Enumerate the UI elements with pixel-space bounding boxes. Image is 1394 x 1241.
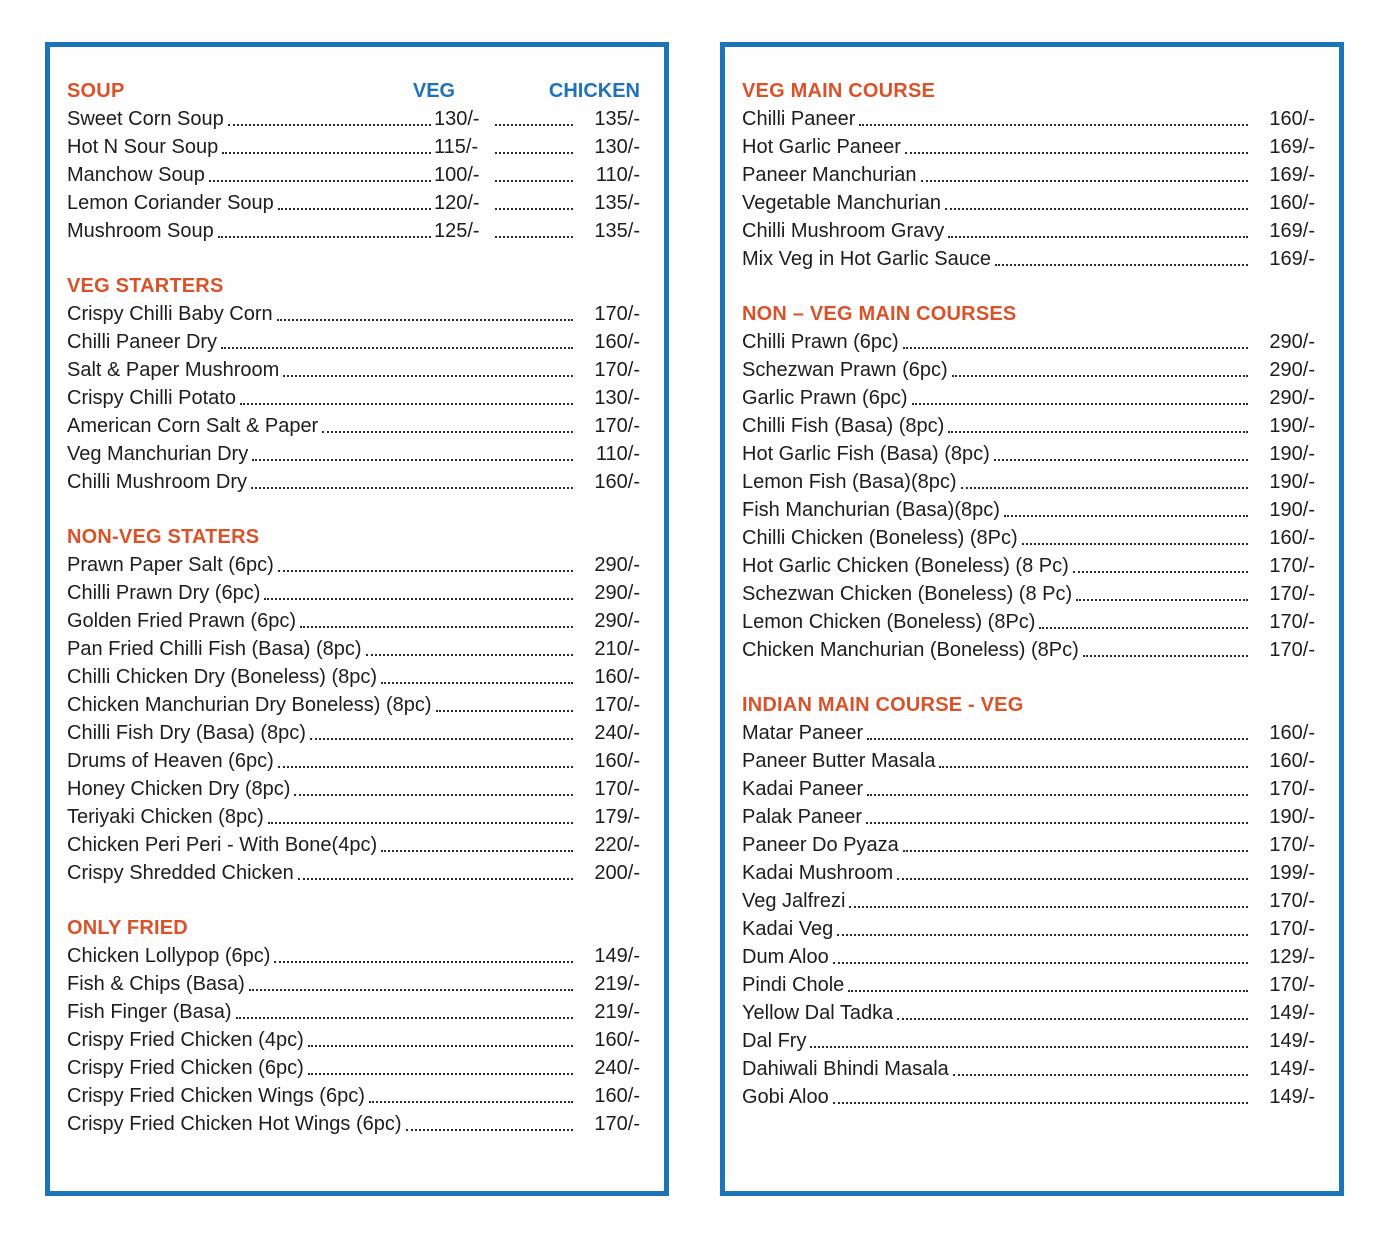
item-name: Golden Fried Prawn (6pc) [67,610,296,632]
item-name: Drums of Heaven (6pc) [67,750,274,772]
menu-item-row [67,663,640,691]
menu-panel-left [45,42,669,1196]
item-name: Kadai Paneer [742,778,864,800]
menu-section [742,77,1315,273]
item-price-chicken: 135/- [594,192,640,214]
section-header-row [67,272,640,300]
dot-leader [897,1018,1248,1020]
menu-item-row [742,747,1315,775]
dot-leader [406,1129,573,1131]
item-name: Hot Garlic Fish (Basa) (8pc) [742,443,990,465]
menu-item-row [67,579,640,607]
dot-leader [222,152,431,154]
dot-leader [310,738,573,740]
item-name: Chilli Fish (Basa) (8pc) [742,415,945,437]
item-name: Matar Paneer [742,722,864,744]
item-name: Hot N Sour Soup [67,136,219,158]
dot-leader [1039,627,1248,629]
item-name: Chilli Paneer [742,108,856,130]
item-name: Teriyaki Chicken (8pc) [67,806,264,828]
item-price: 190/- [1269,471,1315,493]
item-price-veg: 120/- [434,192,480,214]
menu-item-row [67,468,640,496]
menu-item-row [67,970,640,998]
menu-item-row [742,552,1315,580]
dot-leader [833,1102,1248,1104]
item-price: 149/- [1269,1086,1315,1108]
item-price-veg: 115/- [434,136,479,158]
item-price: 220/- [594,834,640,856]
menu-item-row [67,719,640,747]
item-price: 290/- [1269,331,1315,353]
menu-item-row [742,440,1315,468]
dot-leader [308,1073,573,1075]
item-name: Pan Fried Chilli Fish (Basa) (8pc) [67,638,362,660]
dot-leader [308,1045,573,1047]
dot-leader [381,682,573,684]
item-name: Salt & Paper Mushroom [67,359,280,381]
menu-item-row [67,942,640,970]
menu-section [742,691,1315,1111]
item-name: Lemon Chicken (Boneless) (8Pc) [742,611,1036,633]
item-price: 290/- [594,610,640,632]
dot-leader [1076,599,1248,601]
item-price: 179/- [594,806,640,828]
item-name: Crispy Chilli Potato [67,387,236,409]
section-header-row [67,914,640,942]
menu-item-row [67,440,640,468]
menu-item-row [67,133,640,161]
item-price: 190/- [1269,499,1315,521]
menu-item-row [67,105,640,133]
dot-leader [995,264,1248,266]
item-price-chicken: 135/- [594,108,640,130]
menu-section [67,77,640,245]
menu-item-row [742,496,1315,524]
section-title: VEG STARTERS [67,275,224,297]
menu-item-row [67,747,640,775]
menu-item-row [67,691,640,719]
menu-item-row [742,105,1315,133]
item-name: Crispy Fried Chicken Wings (6pc) [67,1085,365,1107]
dot-leader [939,766,1248,768]
dot-leader [867,794,1248,796]
dot-leader [848,990,1248,992]
dot-leader [495,180,573,182]
dot-leader [236,1017,574,1019]
item-name: Prawn Paper Salt (6pc) [67,554,274,576]
item-name: Crispy Chilli Baby Corn [67,303,273,325]
column-header-veg: VEG [412,80,456,102]
item-price: 160/- [594,331,640,353]
menu-section [67,523,640,887]
item-name: Paneer Do Pyaza [742,834,899,856]
dot-leader [897,878,1248,880]
menu-item-row [67,161,640,189]
item-price: 169/- [1269,220,1315,242]
item-price: 160/- [594,750,640,772]
dot-leader [278,766,573,768]
dot-leader [1004,515,1248,517]
menu-item-row [67,635,640,663]
item-name: Chilli Paneer Dry [67,331,218,353]
item-price-veg: 100/- [434,164,480,186]
item-name: Honey Chicken Dry (8pc) [67,778,291,800]
item-price: 290/- [1269,387,1315,409]
item-price: 170/- [1269,583,1315,605]
item-price: 149/- [1269,1002,1315,1024]
item-name: Chicken Manchurian (Boneless) (8Pc) [742,639,1079,661]
item-price: 160/- [594,471,640,493]
item-name: Chilli Chicken Dry (Boneless) (8pc) [67,666,378,688]
item-price: 160/- [594,1085,640,1107]
dot-leader [849,906,1248,908]
item-name: Fish Manchurian (Basa)(8pc) [742,499,1000,521]
item-name: Vegetable Manchurian [742,192,942,214]
dot-leader [240,403,573,405]
dot-leader [912,403,1248,405]
dot-leader [1022,543,1248,545]
item-price: 169/- [1269,136,1315,158]
dot-leader [994,459,1248,461]
menu-item-row [742,356,1315,384]
dot-leader [381,850,573,852]
menu-item-row [742,468,1315,496]
item-price: 170/- [1269,611,1315,633]
item-price: 219/- [594,1001,640,1023]
item-price: 160/- [1269,722,1315,744]
item-name: Chicken Manchurian Dry Boneless) (8pc) [67,694,432,716]
item-name: Yellow Dal Tadka [742,1002,894,1024]
item-price: 129/- [1269,946,1315,968]
column-header-chicken: CHICKEN [548,80,640,102]
item-price: 170/- [1269,974,1315,996]
menu-item-row [67,998,640,1026]
item-price: 110/- [595,443,640,465]
dot-leader [495,124,573,126]
section-header-row [742,77,1315,105]
dot-leader [905,152,1248,154]
item-name: Dum Aloo [742,946,829,968]
dot-leader [961,487,1248,489]
menu-item-row [742,831,1315,859]
menu-section [67,914,640,1138]
item-price: 160/- [1269,527,1315,549]
item-price: 160/- [594,666,640,688]
dot-leader [903,347,1248,349]
item-name: Lemon Coriander Soup [67,192,274,214]
dot-leader [294,794,573,796]
menu-item-row [67,1082,640,1110]
section-title: NON – VEG MAIN COURSES [742,303,1017,325]
item-name: Fish Finger (Basa) [67,1001,232,1023]
item-price: 169/- [1269,164,1315,186]
item-price: 170/- [1269,555,1315,577]
dot-leader [369,1101,573,1103]
menu-item-row [742,524,1315,552]
item-price: 170/- [1269,639,1315,661]
menu-item-row [67,831,640,859]
item-price: 149/- [1269,1030,1315,1052]
item-name: Lemon Fish (Basa)(8pc) [742,471,957,493]
menu-item-row [67,803,640,831]
menu-item-row [67,189,640,217]
item-price: 170/- [1269,778,1315,800]
item-price: 160/- [594,1029,640,1051]
item-price: 290/- [1269,359,1315,381]
item-price: 290/- [594,554,640,576]
item-price: 170/- [594,778,640,800]
item-name: Chilli Fish Dry (Basa) (8pc) [67,722,306,744]
menu-item-row [742,580,1315,608]
item-price: 170/- [1269,890,1315,912]
dot-leader [249,989,573,991]
menu-item-row [742,1083,1315,1111]
section-title: SOUP [67,80,125,102]
item-name: Paneer Manchurian [742,164,917,186]
item-name: Sweet Corn Soup [67,108,224,130]
menu-item-row [742,775,1315,803]
item-price-chicken: 135/- [594,220,640,242]
menu-section [742,300,1315,664]
item-name: Chicken Peri Peri - With Bone(4pc) [67,834,378,856]
menu-item-row [742,412,1315,440]
item-price: 170/- [594,1113,640,1135]
dot-leader [436,710,573,712]
dot-leader [495,152,573,154]
item-name: Pindi Chole [742,974,845,996]
item-name: Schezwan Chicken (Boneless) (8 Pc) [742,583,1073,605]
menu-item-row [742,1027,1315,1055]
menu-panel-right [720,42,1344,1196]
dot-leader [278,208,431,210]
item-name: Garlic Prawn (6pc) [742,387,908,409]
menu-item-row [67,859,640,887]
item-price: 210/- [594,638,640,660]
menu-item-row [67,607,640,635]
item-name: Crispy Fried Chicken Hot Wings (6pc) [67,1113,402,1135]
item-price: 149/- [1269,1058,1315,1080]
dot-leader [495,208,573,210]
item-price: 160/- [1269,108,1315,130]
menu-item-row [742,803,1315,831]
menu-item-row [742,328,1315,356]
item-price: 170/- [594,303,640,325]
dot-leader [945,208,1248,210]
dot-leader [274,961,573,963]
section-header-row [742,300,1315,328]
item-name: Chilli Mushroom Dry [67,471,248,493]
dot-leader [859,124,1248,126]
dot-leader [300,626,573,628]
section-title: INDIAN MAIN COURSE - VEG [742,694,1024,716]
dot-leader [221,347,573,349]
dot-leader [1073,571,1248,573]
item-name: Fish & Chips (Basa) [67,973,245,995]
section-header-row [742,691,1315,719]
item-price: 149/- [594,945,640,967]
dot-leader [903,850,1248,852]
item-name: Dahiwali Bhindi Masala [742,1058,949,1080]
menu-item-row [67,1110,640,1138]
item-price: 160/- [1269,192,1315,214]
item-name: Chilli Prawn Dry (6pc) [67,582,261,604]
menu-item-row [67,328,640,356]
menu-item-row [67,384,640,412]
item-name: Schezwan Prawn (6pc) [742,359,948,381]
dot-leader [228,124,431,126]
item-name: Chilli Prawn (6pc) [742,331,899,353]
dot-leader [252,459,573,461]
item-price: 240/- [594,1057,640,1079]
item-price-chicken: 130/- [594,136,640,158]
dot-leader [218,236,431,238]
dot-leader [366,654,573,656]
dot-leader [867,738,1248,740]
item-name: Hot Garlic Paneer [742,136,901,158]
dot-leader [264,598,573,600]
section-header-row [67,77,640,105]
item-name: American Corn Salt & Paper [67,415,319,437]
dot-leader [953,1074,1248,1076]
item-name: Dal Fry [742,1030,807,1052]
menu-item-row [67,412,640,440]
menu-item-row [742,133,1315,161]
dot-leader [495,236,573,238]
dot-leader [277,319,573,321]
item-price: 219/- [594,973,640,995]
menu-item-row [742,859,1315,887]
menu-item-row [742,189,1315,217]
item-price-chicken: 110/- [595,164,640,186]
item-price-veg: 130/- [434,108,480,130]
section-title: NON-VEG STATERS [67,526,260,548]
item-name: Kadai Mushroom [742,862,894,884]
menu-item-row [742,217,1315,245]
menu-item-row [742,245,1315,273]
item-price: 169/- [1269,248,1315,270]
section-title: ONLY FRIED [67,917,188,939]
item-price: 170/- [1269,918,1315,940]
dot-leader [209,180,431,182]
menu-item-row [742,384,1315,412]
dot-leader [866,822,1248,824]
dot-leader [948,236,1248,238]
dot-leader [921,180,1248,182]
item-price: 199/- [1269,862,1315,884]
item-price: 200/- [594,862,640,884]
menu-item-row [67,1054,640,1082]
menu-item-row [67,217,640,245]
item-price: 170/- [594,694,640,716]
item-price: 170/- [1269,834,1315,856]
item-name: Kadai Veg [742,918,834,940]
menu-item-row [67,775,640,803]
menu-item-row [67,551,640,579]
dot-leader [278,570,573,572]
item-name: Veg Jalfrezi [742,890,846,912]
dot-leader [268,822,573,824]
menu-item-row [67,300,640,328]
menu-section [67,272,640,496]
item-name: Mix Veg in Hot Garlic Sauce [742,248,991,270]
dot-leader [298,878,573,880]
dot-leader [952,375,1248,377]
item-price: 170/- [594,359,640,381]
dot-leader [948,431,1248,433]
item-price: 160/- [1269,750,1315,772]
menu-item-row [742,887,1315,915]
item-name: Crispy Fried Chicken (4pc) [67,1029,304,1051]
menu-item-row [67,1026,640,1054]
section-header-row [67,523,640,551]
dot-leader [837,934,1248,936]
menu-item-row [742,1055,1315,1083]
item-name: Veg Manchurian Dry [67,443,249,465]
item-name: Palak Paneer [742,806,863,828]
item-price: 190/- [1269,443,1315,465]
menu-item-row [742,943,1315,971]
item-name: Crispy Fried Chicken (6pc) [67,1057,304,1079]
menu-item-row [742,161,1315,189]
item-name: Manchow Soup [67,164,205,186]
dot-leader [251,487,573,489]
item-price: 240/- [594,722,640,744]
item-price: 190/- [1269,806,1315,828]
item-name: Chilli Chicken (Boneless) (8Pc) [742,527,1018,549]
item-name: Crispy Shredded Chicken [67,862,294,884]
menu-item-row [742,999,1315,1027]
item-price-veg: 125/- [434,220,480,242]
menu-item-row [742,719,1315,747]
item-name: Chilli Mushroom Gravy [742,220,945,242]
dot-leader [322,431,573,433]
item-name: Chicken Lollypop (6pc) [67,945,271,967]
menu-item-row [742,971,1315,999]
section-title: VEG MAIN COURSE [742,80,936,102]
menu-item-row [742,636,1315,664]
item-name: Paneer Butter Masala [742,750,936,772]
item-price: 130/- [594,387,640,409]
menu-item-row [67,356,640,384]
dot-leader [283,375,573,377]
item-price: 190/- [1269,415,1315,437]
dot-leader [810,1046,1248,1048]
item-name: Mushroom Soup [67,220,214,242]
item-name: Hot Garlic Chicken (Boneless) (8 Pc) [742,555,1069,577]
dot-leader [1083,655,1248,657]
menu-item-row [742,608,1315,636]
dot-leader [833,962,1248,964]
item-price: 170/- [594,415,640,437]
item-name: Gobi Aloo [742,1086,829,1108]
item-price: 290/- [594,582,640,604]
menu-item-row [742,915,1315,943]
